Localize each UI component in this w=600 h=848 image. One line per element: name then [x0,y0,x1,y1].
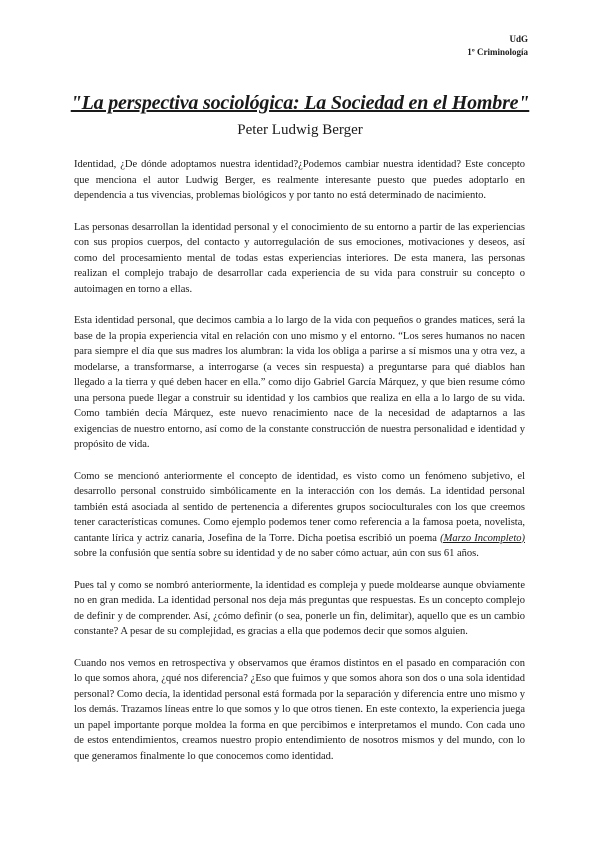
document-body [74,157,525,780]
paragraph-5: Pues tal y como se nombró anteriormente, la identidad es compleja y puede moldearse aunque obviamente no en gran medida. La identidad personal nos deja más preguntas que respuestas. Es un concepto complejo de definir y de comprender. Así, ¿cómo definir (o sea, ponerle un fin, delimitar), aquello que es un cambio constante? A pesar de su complejidad, es gracias a ella que podemos decir que somos alguien. [74,579,525,637]
document-title: "La perspectiva sociológica: La Sociedad en el Hombre" [70,92,530,114]
paragraph-1: Identidad, ¿De dónde adoptamos nuestra identidad?¿Podemos cambiar nuestra identidad? Este concepto que menciona el autor Ludwig Berger, es realmente interesante puesto que puedes adoptarlo en dependencia a tus vivencias, problemas biológicos y por tanto no está determinado de nacimiento. [74,159,525,201]
paragraph-4-text-before: Como se mencionó anteriormente el concepto de identidad, es visto como un fenómeno subjetivo, el desarrollo personal construido simbólicamente en la interacción con los demás. La identidad personal también está asociada al sentido de pertenencia a diferentes grupos socioculturales con los que creemos tener características comunes. Como ejemplo podemos tener como referencia a la famosa poeta, novelista, cantante lírica y actriz canaria, Josefina de la Torre. Dicha poetisa escribió un poema [74,470,525,544]
paragraph-3: Esta identidad personal, que decimos cambia a lo largo de la vida con pequeños o grandes matices, será la base de la propia experiencia vital en relación con uno mismo y el entorno. “Los seres humanos no nacen para siempre el día que sus madres los alumbran: la vida los obliga a parirse a sí mismos una y otra vez, a modelarse, a transformarse, a interrogarse (a veces sin respuesta) a preguntarse para qué diablos han llegado a la tierra y qué deben hacer en ella.” como dijo Gabriel García Márquez, y que bien resume cómo una persona puede llegar a construir su identidad y los cambios que realiza en ella a lo largo de su vida. Como también decía Márquez, este nuevo renacimiento nace de la necesidad de adaptarnos a las exigencias de nuestro entorno, así como de la constante construcción de nuestra personalidad e identidad y propósito de vida. [74,315,525,450]
paragraph-4 [74,469,525,562]
poem-link[interactable]: (Marzo Incompleto) [440,532,525,544]
header-institution: UdG [509,34,528,44]
header-course: 1º Criminología [467,47,528,57]
paragraph-6: Cuando nos vemos en retrospectiva y observamos que éramos distintos en el pasado en comparación con lo que somos ahora, ¿qué nos diferencia? ¿Eso que fuimos y que somos ahora son dos o una sola identidad personal? Como decía, la identidad personal está formada por la separación y diferencia entre uno mismo y los demás. Trazamos líneas entre lo que somos y lo que otros tienen. En este contexto, la experiencia juega un papel importante porque moldea la forma en que percibimos e interpretamos el mundo. Con cada uno de estos entendimientos, creamos nuestro propio entendimiento de nosotros mismos y del mundo, con lo que generamos finalmente lo que conocemos como identidad. [74,657,525,762]
document-author: Peter Ludwig Berger [237,122,363,138]
page-header [467,33,528,59]
paragraph-4-text-after: sobre la confusión que sentía sobre su identidad y de no saber cómo actuar, aún con sus 61 años. [74,548,479,559]
paragraph-2: Las personas desarrollan la identidad personal y el conocimiento de su entorno a partir de las experiencias con sus propios cuerpos, del contacto y autorregulación de sus emociones, motivaciones y deseos, así como del procesamiento mental de todas estas experiencias interiores. De esta manera, las personas realizan el complejo trabajo de desarrollar cada experiencia de su vida para construir su concepto o autoimagen en torno a ellas. [74,221,525,295]
